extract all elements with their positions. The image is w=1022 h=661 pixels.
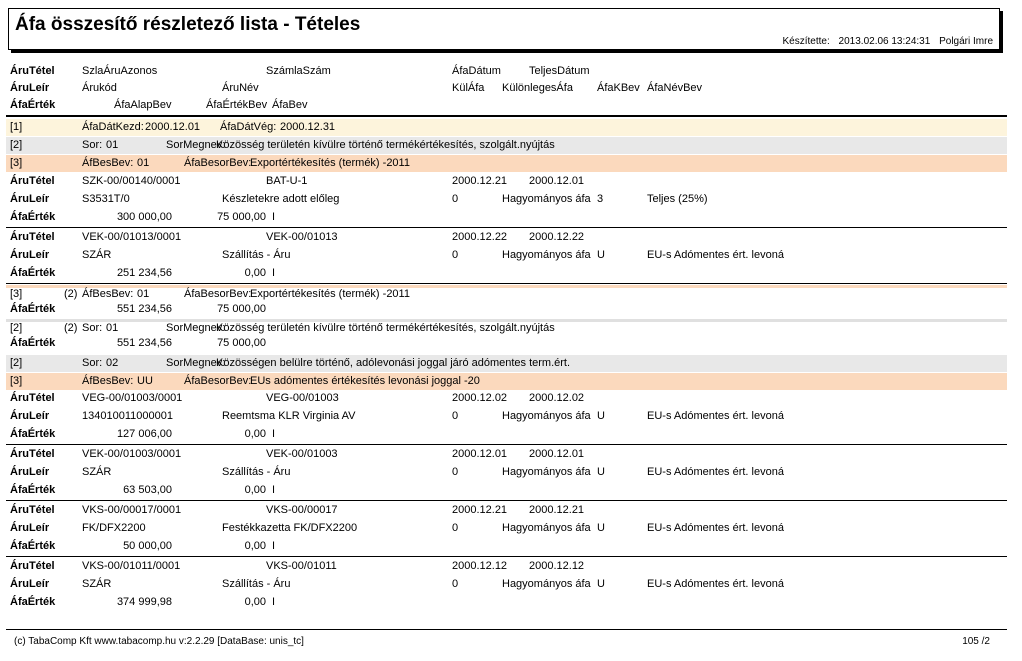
item-label: ÁruLeír xyxy=(10,249,50,261)
group-3a-row xyxy=(0,157,1022,171)
item-azonos: VKS-00/01011/0001 xyxy=(82,560,181,572)
item-afadatum: 2000.12.21 xyxy=(452,175,508,187)
item-arukod: S3531T/0 xyxy=(82,193,130,205)
megnev-value: Közösség területén kívülre történő termékértékesítés, szolgált.nyújtás xyxy=(216,139,555,151)
item-kulafa: 0 xyxy=(452,193,459,205)
item-szamla: VEK-00/01013 xyxy=(266,231,338,243)
group-tag: [3] xyxy=(10,157,23,169)
header-cell: ÁfaDátum xyxy=(452,65,501,77)
bes-value: 01 xyxy=(137,157,150,169)
header-label: ÁruTétel xyxy=(10,65,55,77)
item-label: ÁruTétel xyxy=(10,175,55,187)
item-label: ÁfaÉrték xyxy=(10,267,56,279)
item-kulonleges: Hagyományos áfa xyxy=(502,522,591,534)
sum-alap: 551 234,56 xyxy=(116,337,172,349)
sum-2a-value-row xyxy=(0,337,1022,351)
item-label: ÁfaÉrték xyxy=(10,540,56,552)
megnev-label: SorMegnev: xyxy=(166,139,226,151)
group-end-label: ÁfaDátVég: xyxy=(220,121,277,133)
item-kulonleges: Hagyományos áfa xyxy=(502,466,591,478)
item-label: ÁruTétel xyxy=(10,392,55,404)
group-tag: [2] xyxy=(10,357,23,369)
item-label: ÁruTétel xyxy=(10,231,55,243)
item-label: ÁfaÉrték xyxy=(10,211,56,223)
item-kulafa: 0 xyxy=(452,410,459,422)
item-label: ÁfaÉrték xyxy=(10,428,56,440)
item-row-3 xyxy=(0,267,1022,281)
item-teljesdatum: 2000.12.22 xyxy=(529,231,585,243)
item-label: ÁruTétel xyxy=(10,560,55,572)
bes-value: UU xyxy=(137,375,153,387)
report-maker xyxy=(777,36,993,47)
group-count: (2) xyxy=(64,322,78,334)
item-ertek: 0,00 xyxy=(244,267,266,279)
maker-user: Polgári Imre xyxy=(939,36,993,47)
footer-divider xyxy=(6,629,1007,630)
item-row-2 xyxy=(0,193,1022,207)
group-tag: [2] xyxy=(10,322,23,334)
sum-3a-value-row xyxy=(0,303,1022,317)
item-divider xyxy=(6,444,1007,445)
item-label: ÁruLeír xyxy=(10,410,50,422)
item-teljesdatum: 2000.12.01 xyxy=(529,175,585,187)
item-szamla: VEG-00/01003 xyxy=(266,392,339,404)
besor-label: ÁfaBesorBev: xyxy=(184,288,252,300)
header-cell: KülÁfa xyxy=(452,82,485,94)
item-afadatum: 2000.12.01 xyxy=(452,448,508,460)
sor-value: 01 xyxy=(106,139,119,151)
megnev-label: SorMegnev: xyxy=(166,357,226,369)
megnev-label: SorMegnev: xyxy=(166,322,226,334)
item-kbev: U xyxy=(597,466,605,478)
item-divider xyxy=(6,500,1007,501)
item-arunev: Szállítás - Áru xyxy=(222,466,291,478)
header-cell: Árukód xyxy=(82,82,117,94)
item-kbev: U xyxy=(597,249,605,261)
item-row-1 xyxy=(0,504,1022,518)
group-tag: [3] xyxy=(10,375,23,387)
header-cell: ÁfaAlapBev xyxy=(114,99,172,111)
item-teljesdatum: 2000.12.02 xyxy=(529,392,585,404)
item-kbev: 3 xyxy=(597,193,604,205)
item-kulafa: 0 xyxy=(452,249,459,261)
item-nevbev: EU-s Adómentes ért. levoná xyxy=(647,410,784,422)
item-kbev: U xyxy=(597,522,605,534)
sor-label: Sor: xyxy=(82,322,103,334)
bes-label: ÁfBesBev: xyxy=(82,375,134,387)
item-row-3 xyxy=(0,428,1022,442)
item-arukod: FK/DFX2200 xyxy=(82,522,146,534)
item-row-2 xyxy=(0,578,1022,592)
item-label: ÁruLeír xyxy=(10,578,50,590)
header-cell: SzámlaSzám xyxy=(266,65,331,77)
megnev-value: Közösség területén kívülre történő termékértékesítés, szolgált.nyújtás xyxy=(216,322,555,334)
item-azonos: VEK-00/01003/0001 xyxy=(82,448,182,460)
group-tag: [1] xyxy=(10,121,23,133)
sor-label: Sor: xyxy=(82,357,103,369)
item-row-3 xyxy=(0,540,1022,554)
item-row-1 xyxy=(0,231,1022,245)
sum-2a-row xyxy=(0,322,1022,336)
item-ertek: 0,00 xyxy=(244,428,266,440)
item-arunev: Szállítás - Áru xyxy=(222,578,291,590)
report-title: Áfa összesítő részletező lista - Tételes xyxy=(15,14,361,35)
header-label: ÁfaÉrték xyxy=(10,99,56,111)
item-azonos: VEK-00/01013/0001 xyxy=(82,231,182,243)
item-szamla: VKS-00/01011 xyxy=(266,560,337,572)
item-afabev: I xyxy=(272,540,276,552)
item-ertek: 75 000,00 xyxy=(217,211,266,223)
item-label: ÁruLeír xyxy=(10,466,50,478)
group-2b-row xyxy=(0,357,1022,371)
item-label: ÁruLeír xyxy=(10,193,50,205)
item-arukod: SZÁR xyxy=(82,578,112,590)
item-kulafa: 0 xyxy=(452,522,459,534)
item-szamla: VKS-00/00017 xyxy=(266,504,338,516)
item-arunev: Reemtsma KLR Virginia AV xyxy=(222,410,356,422)
header-cell: ÁruNév xyxy=(222,82,259,94)
item-afabev: I xyxy=(272,267,276,279)
group-1-row xyxy=(0,121,1022,135)
header-cell: ÁfaBev xyxy=(272,99,308,111)
item-kulonleges: Hagyományos áfa xyxy=(502,193,591,205)
item-alap: 63 503,00 xyxy=(123,484,172,496)
group-count: (2) xyxy=(64,288,78,300)
item-afadatum: 2000.12.22 xyxy=(452,231,508,243)
item-nevbev: EU-s Adómentes ért. levoná xyxy=(647,522,784,534)
item-row-3 xyxy=(0,596,1022,610)
header-divider xyxy=(6,115,1007,117)
bes-label: ÁfBesBev: xyxy=(82,157,134,169)
sor-value: 01 xyxy=(106,322,119,334)
item-row-2 xyxy=(0,249,1022,263)
item-row-1 xyxy=(0,392,1022,406)
header-row-2 xyxy=(0,82,1022,96)
item-alap: 300 000,00 xyxy=(116,211,172,223)
item-azonos: VKS-00/00017/0001 xyxy=(82,504,182,516)
group-tag: [3] xyxy=(10,288,23,300)
item-szamla: BAT-U-1 xyxy=(266,175,308,187)
item-alap: 50 000,00 xyxy=(123,540,172,552)
item-afabev: I xyxy=(272,596,276,608)
item-row-1 xyxy=(0,560,1022,574)
sum-ertek: 75 000,00 xyxy=(217,337,266,349)
item-label: ÁruTétel xyxy=(10,504,55,516)
item-teljesdatum: 2000.12.12 xyxy=(529,560,585,572)
item-afabev: I xyxy=(272,211,276,223)
item-row-3 xyxy=(0,211,1022,225)
item-teljesdatum: 2000.12.01 xyxy=(529,448,585,460)
item-alap: 374 999,98 xyxy=(116,596,172,608)
item-arunev: Szállítás - Áru xyxy=(222,249,291,261)
item-afadatum: 2000.12.21 xyxy=(452,504,508,516)
group-start-label: ÁfaDátKezd: xyxy=(82,121,144,133)
group-3b-row xyxy=(0,375,1022,389)
bes-label: ÁfBesBev: xyxy=(82,288,134,300)
group-start: 2000.12.01 xyxy=(145,121,201,133)
header-label: ÁruLeír xyxy=(10,82,50,94)
footer-text: (c) TabaComp Kft www.tabacomp.hu v:2.2.29 [DataBase: unis_tc] xyxy=(14,636,304,647)
item-row-2 xyxy=(0,522,1022,536)
group-tag: [2] xyxy=(10,139,23,151)
item-label: ÁruTétel xyxy=(10,448,55,460)
maker-label: Készítette: xyxy=(782,36,830,47)
header-cell: KülönlegesÁfa xyxy=(502,82,573,94)
header-cell: TeljesDátum xyxy=(529,65,590,77)
item-divider xyxy=(6,556,1007,557)
item-row-2 xyxy=(0,466,1022,480)
item-nevbev: Teljes (25%) xyxy=(647,193,708,205)
item-szamla: VEK-00/01003 xyxy=(266,448,338,460)
besor-value: Exportértékesítés (termék) -2011 xyxy=(250,157,410,169)
item-kbev: U xyxy=(597,410,605,422)
header-cell: SzlaÁruAzonos xyxy=(82,65,158,77)
item-kbev: U xyxy=(597,578,605,590)
header-row-1 xyxy=(0,65,1022,79)
item-afadatum: 2000.12.12 xyxy=(452,560,508,572)
report-title-box xyxy=(8,8,1000,50)
item-teljesdatum: 2000.12.21 xyxy=(529,504,585,516)
item-row-1 xyxy=(0,175,1022,189)
item-kulonleges: Hagyományos áfa xyxy=(502,249,591,261)
bes-value: 01 xyxy=(137,288,150,300)
besor-label: ÁfaBesorBev: xyxy=(184,375,252,387)
item-row-3 xyxy=(0,484,1022,498)
sor-value: 02 xyxy=(106,357,119,369)
item-arunev: Festékkazetta FK/DFX2200 xyxy=(222,522,358,534)
item-divider xyxy=(6,227,1007,228)
megnev-value: Közösségen belülre történő, adólevonási joggal járó adómentes term.ért. xyxy=(216,357,571,369)
group-end: 2000.12.31 xyxy=(280,121,336,133)
sum-ertek: 75 000,00 xyxy=(217,303,266,315)
item-afadatum: 2000.12.02 xyxy=(452,392,508,404)
sum-alap: 551 234,56 xyxy=(116,303,172,315)
item-arunev: Készletekre adott előleg xyxy=(222,193,340,205)
item-kulonleges: Hagyományos áfa xyxy=(502,410,591,422)
item-nevbev: EU-s Adómentes ért. levoná xyxy=(647,249,784,261)
item-ertek: 0,00 xyxy=(244,596,266,608)
item-nevbev: EU-s Adómentes ért. levoná xyxy=(647,578,784,590)
item-divider xyxy=(6,283,1007,284)
page-number: 105 /2 xyxy=(962,636,990,647)
item-arukod: SZÁR xyxy=(82,466,112,478)
besor-value: Exportértékesítés (termék) -2011 xyxy=(250,288,410,300)
header-cell: ÁfaÉrtékBev xyxy=(206,99,268,111)
item-row-1 xyxy=(0,448,1022,462)
item-row-2 xyxy=(0,410,1022,424)
sor-label: Sor: xyxy=(82,139,103,151)
item-afabev: I xyxy=(272,484,276,496)
besor-value: EUs adómentes értékesítés levonási joggal -20 xyxy=(250,375,480,387)
item-label: ÁruLeír xyxy=(10,522,50,534)
sum-label: ÁfaÉrték xyxy=(10,303,56,315)
group-2a-row xyxy=(0,139,1022,153)
item-kulafa: 0 xyxy=(452,466,459,478)
header-cell: ÁfaKBev xyxy=(597,82,640,94)
item-alap: 251 234,56 xyxy=(116,267,172,279)
header-row-3 xyxy=(0,99,1022,113)
item-ertek: 0,00 xyxy=(244,484,266,496)
item-alap: 127 006,00 xyxy=(116,428,172,440)
sum-label: ÁfaÉrték xyxy=(10,337,56,349)
item-kulonleges: Hagyományos áfa xyxy=(502,578,591,590)
item-arukod: SZÁR xyxy=(82,249,112,261)
item-azonos: VEG-00/01003/0001 xyxy=(82,392,183,404)
item-label: ÁfaÉrték xyxy=(10,484,56,496)
item-azonos: SZK-00/00140/0001 xyxy=(82,175,181,187)
item-arukod: 134010011000001 xyxy=(82,410,173,422)
item-ertek: 0,00 xyxy=(244,540,266,552)
header-cell: ÁfaNévBev xyxy=(647,82,703,94)
item-kulafa: 0 xyxy=(452,578,459,590)
besor-label: ÁfaBesorBev: xyxy=(184,157,252,169)
item-afabev: I xyxy=(272,428,276,440)
item-nevbev: EU-s Adómentes ért. levoná xyxy=(647,466,784,478)
item-label: ÁfaÉrték xyxy=(10,596,56,608)
sum-3a-row xyxy=(0,288,1022,302)
maker-datetime: 2013.02.06 13:24:31 xyxy=(838,36,931,47)
